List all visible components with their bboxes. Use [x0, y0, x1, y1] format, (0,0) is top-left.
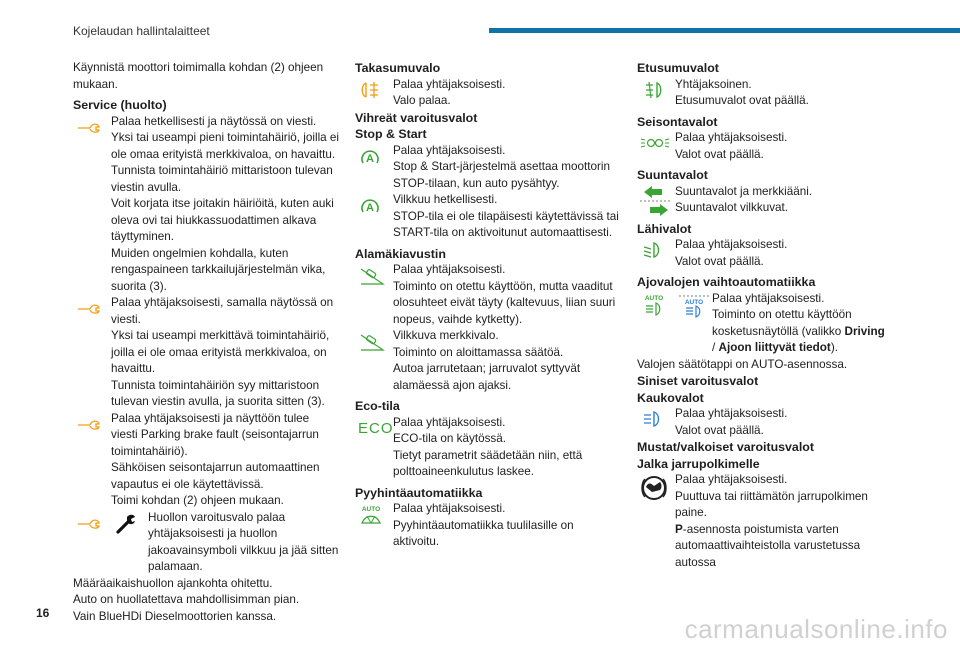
auto-wiper-icon-label: AUTO [361, 506, 381, 513]
auto-headlamp-heading: Ajovalojen vaihtoautomatiikka [637, 275, 816, 289]
eco-status: Palaa yhtäjaksoisesti. [393, 415, 506, 429]
stop-start-a-icon [358, 195, 390, 217]
turn-signals-desc: Suuntavalot vilkkuvat. [675, 201, 789, 214]
foot-brake-heading: Jalka jarrupolkimelle [637, 456, 760, 471]
blue-lights-heading: Siniset varoitusvalot [637, 374, 759, 388]
wiper-status: Palaa yhtäjaksoisesti. [393, 502, 506, 515]
hill-block-1 [355, 262, 621, 328]
hill-2-note: Autoa jarrutetaan; jarruvalot syttyvät alamäessä ajon ajaksi. [393, 362, 581, 392]
hill-assist-heading: Alamäkiavustin [355, 246, 446, 261]
high-beam-block [637, 406, 887, 439]
wrench-warning-icon [76, 298, 108, 320]
stop-start-2-desc: STOP-tila ei ole tilapäisesti käytettävissä tai START-tila on aktivoitunut automaattisesti. [393, 209, 619, 239]
foot-brake-block [637, 472, 887, 571]
svg-text:A: A [366, 152, 374, 165]
auto-headlamp-note: Valojen säätötappi on AUTO-asennossa. [637, 357, 848, 371]
auto-wiper-icon [358, 504, 390, 526]
auto-headlamp-desc: Toiminto on otettu käyttöön kosketusnäytöllä (valikko Driving / Ajoon liittyvät tiedot). [712, 308, 885, 354]
side-lights-heading: Seisontavalot [637, 114, 718, 129]
stop-start-a-icon [358, 146, 390, 168]
foot-brake-desc: Puuttuva tai riittämätön jarrupolkimen paine. [675, 489, 868, 519]
service-3-action: Toimi kohdan (2) ohjeen mukaan. [111, 494, 284, 507]
service-2-status: Palaa yhtäjaksoisesti, samalla näytössä on viesti. [111, 296, 334, 326]
column-2 [355, 60, 621, 551]
page-header-title: Kojelaudan hallintalaitteet [73, 24, 210, 38]
service-1-note: Voit korjata itse joitakin häiriöitä, kuten auki oleva ovi tai hiukkassuodattimen alkava täyttyminen. [111, 197, 334, 243]
header-accent-bar [489, 28, 960, 33]
hill-2-status: Vilkkuva merkkivalo. [393, 329, 499, 342]
hill-descent-icon [358, 265, 390, 287]
foot-brake-note: P-asennosta poistumista varten automaattivaihteistolla varustetussa autossa [675, 522, 861, 569]
stop-start-block-1 [355, 143, 621, 193]
auto-headlamp-status: Palaa yhtäjaksoisesti. [712, 291, 825, 305]
service-block-2 [73, 295, 339, 411]
high-beam-icon [640, 409, 672, 431]
hill-1-status: Palaa yhtäjaksoisesti. [393, 263, 506, 276]
rear-fog-light-icon [358, 80, 390, 102]
front-fog-light-icon [640, 80, 672, 102]
wiper-block [355, 501, 621, 551]
stop-start-heading: Stop & Start [355, 127, 427, 141]
low-beam-status: Palaa yhtäjaksoisesti. [675, 238, 788, 251]
auto-beam-blue-icon-label: AUTO [684, 298, 704, 306]
low-beam-desc: Valot ovat päällä. [675, 254, 764, 268]
low-beam-icon [640, 240, 672, 262]
front-fog-status: Yhtäjaksoinen. [675, 77, 752, 91]
auto-beam-blue-icon [679, 294, 709, 316]
service-1-desc: Yksi tai useampi pieni toimintahäiriö, joilla ei ole omaa erityistä merkkivaloa, on havaittu. [111, 131, 340, 161]
service-3-status: Palaa yhtäjaksoisesti ja näyttöön tulee viesti Parking brake fault (seisontajarrun toimintahäiriö). [111, 411, 319, 458]
service-block-1 [73, 114, 339, 296]
black-lights-heading: Mustat/valkoiset varoitusvalot [637, 440, 814, 454]
turn-signal-arrows-icon [640, 184, 672, 206]
front-fog-desc: Etusumuvalot ovat päällä. [675, 94, 809, 107]
service-1-status: Palaa hetkellisesti ja näytössä on viesti. [111, 114, 317, 128]
foot-brake-status: Palaa yhtäjaksoisesti. [675, 473, 788, 486]
front-fog-block [637, 77, 887, 110]
service-4-status: Huollon varoitusvalo palaa yhtäjaksoisesti ja huollon jakoavainsymboli vilkkuu ja jää sitten palamaan. [148, 510, 339, 573]
hill-1-desc: Toiminto on otettu käyttöön, mutta vaaditut olosuhteet eivät täyty (kaltevuus, liian suuri nopeus, vaihde kytketty). [393, 279, 616, 326]
stop-start-1-status: Palaa yhtäjaksoisesti. [393, 143, 506, 157]
service-3-desc: Sähköisen seisontajarrun automaattinen vapautus ei ole käytettävissä. [111, 461, 320, 491]
service-1-action: Tunnista toimintahäiriö mittaristoon tulevan viestin avulla. [111, 164, 333, 194]
service-2-desc: Yksi tai useampi merkittävä toimintahäiriö, joilla ei ole omaa erityistä merkkivaloa, on havaittu. [111, 329, 330, 375]
column-3 [637, 60, 887, 571]
service-heading: Service (huolto) [73, 98, 167, 112]
auto-beam-green-icon [640, 294, 672, 316]
stop-start-block-2 [355, 192, 621, 242]
side-lights-status: Palaa yhtäjaksoisesti. [675, 131, 788, 144]
turn-signals-status: Suuntavalot ja merkkiääni. [675, 184, 813, 198]
rear-fog-block [355, 77, 621, 110]
front-fog-heading: Etusumuvalot [637, 61, 719, 75]
stop-start-1-desc: Stop & Start-järjestelmä asettaa moottorin STOP-tilaan, kun auto pysähtyy. [393, 160, 610, 190]
side-lights-desc: Valot ovat päällä. [675, 147, 764, 161]
foot-on-brake-icon [640, 475, 672, 497]
green-lights-heading: Vihreät varoitusvalot [355, 110, 478, 125]
rear-fog-status: Palaa yhtäjaksoisesti. [393, 77, 506, 91]
service-2-action: Tunnista toimintahäiriön syy mittaristoon tulevan viestin avulla, ja suorita sitten (3). [111, 378, 325, 408]
high-beam-desc: Valot ovat päällä. [675, 423, 764, 437]
service-4-action: Auto on huollatettava mahdollisimman pian. [73, 593, 300, 606]
svg-text:A: A [366, 202, 374, 214]
turn-signals-heading: Suuntavalot [637, 168, 708, 182]
auto-headlamp-block [637, 291, 887, 374]
hill-2-desc: Toiminto on aloittamassa säätöä. [393, 345, 564, 359]
wiper-heading: Pyyhintäautomatiikka [355, 485, 483, 500]
low-beam-heading: Lähivalot [637, 221, 692, 236]
high-beam-status: Palaa yhtäjaksoisesti. [675, 407, 788, 420]
page-number: 16 [36, 606, 50, 620]
hill-descent-icon [358, 331, 390, 353]
spanner-icon [115, 513, 145, 535]
wrench-warning-icon [76, 513, 108, 535]
wrench-warning-icon [76, 414, 108, 436]
high-beam-heading: Kaukovalot [637, 390, 704, 405]
side-lights-block [637, 130, 887, 163]
eco-desc: ECO-tila on käytössä. [393, 432, 507, 445]
service-block-3 [73, 411, 339, 510]
watermark: carmanualsonline.info [684, 614, 948, 644]
service-block-4 [73, 510, 339, 626]
hill-block-2 [355, 328, 621, 394]
eco-block [355, 415, 621, 481]
service-4-note: Vain BlueHDi Dieselmoottorien kanssa. [73, 609, 277, 623]
low-beam-block [637, 237, 887, 270]
eco-note: Tietyt parametrit säädetään niin, että polttoaineenkulutus laskee. [393, 448, 583, 478]
rear-fog-desc: Valo palaa. [393, 94, 451, 107]
side-lights-icon [640, 133, 672, 155]
wiper-desc: Pyyhintäautomatiikka tuulilasille on aktivoitu. [393, 518, 574, 548]
intro-text: Käynnistä moottori toimimalla kohdan (2) ohjeen mukaan. [73, 61, 324, 91]
column-1 [73, 60, 339, 625]
auto-beam-green-icon-label: AUTO [644, 294, 664, 302]
turn-signals-block [637, 184, 887, 217]
eco-heading: Eco-tila [355, 399, 400, 413]
service-1-other: Muiden ongelmien kohdalla, kuten rengaspaineen tarkkailujärjestelmän vika, suorita (3). [111, 246, 326, 293]
wrench-warning-icon [76, 117, 108, 139]
eco-mode-icon: ECO [358, 419, 394, 437]
rear-fog-heading: Takasumuvalo [355, 61, 441, 75]
service-4-desc: Määräaikaishuollon ajankohta ohitettu. [73, 576, 273, 590]
stop-start-2-status: Vilkkuu hetkellisesti. [393, 193, 498, 206]
